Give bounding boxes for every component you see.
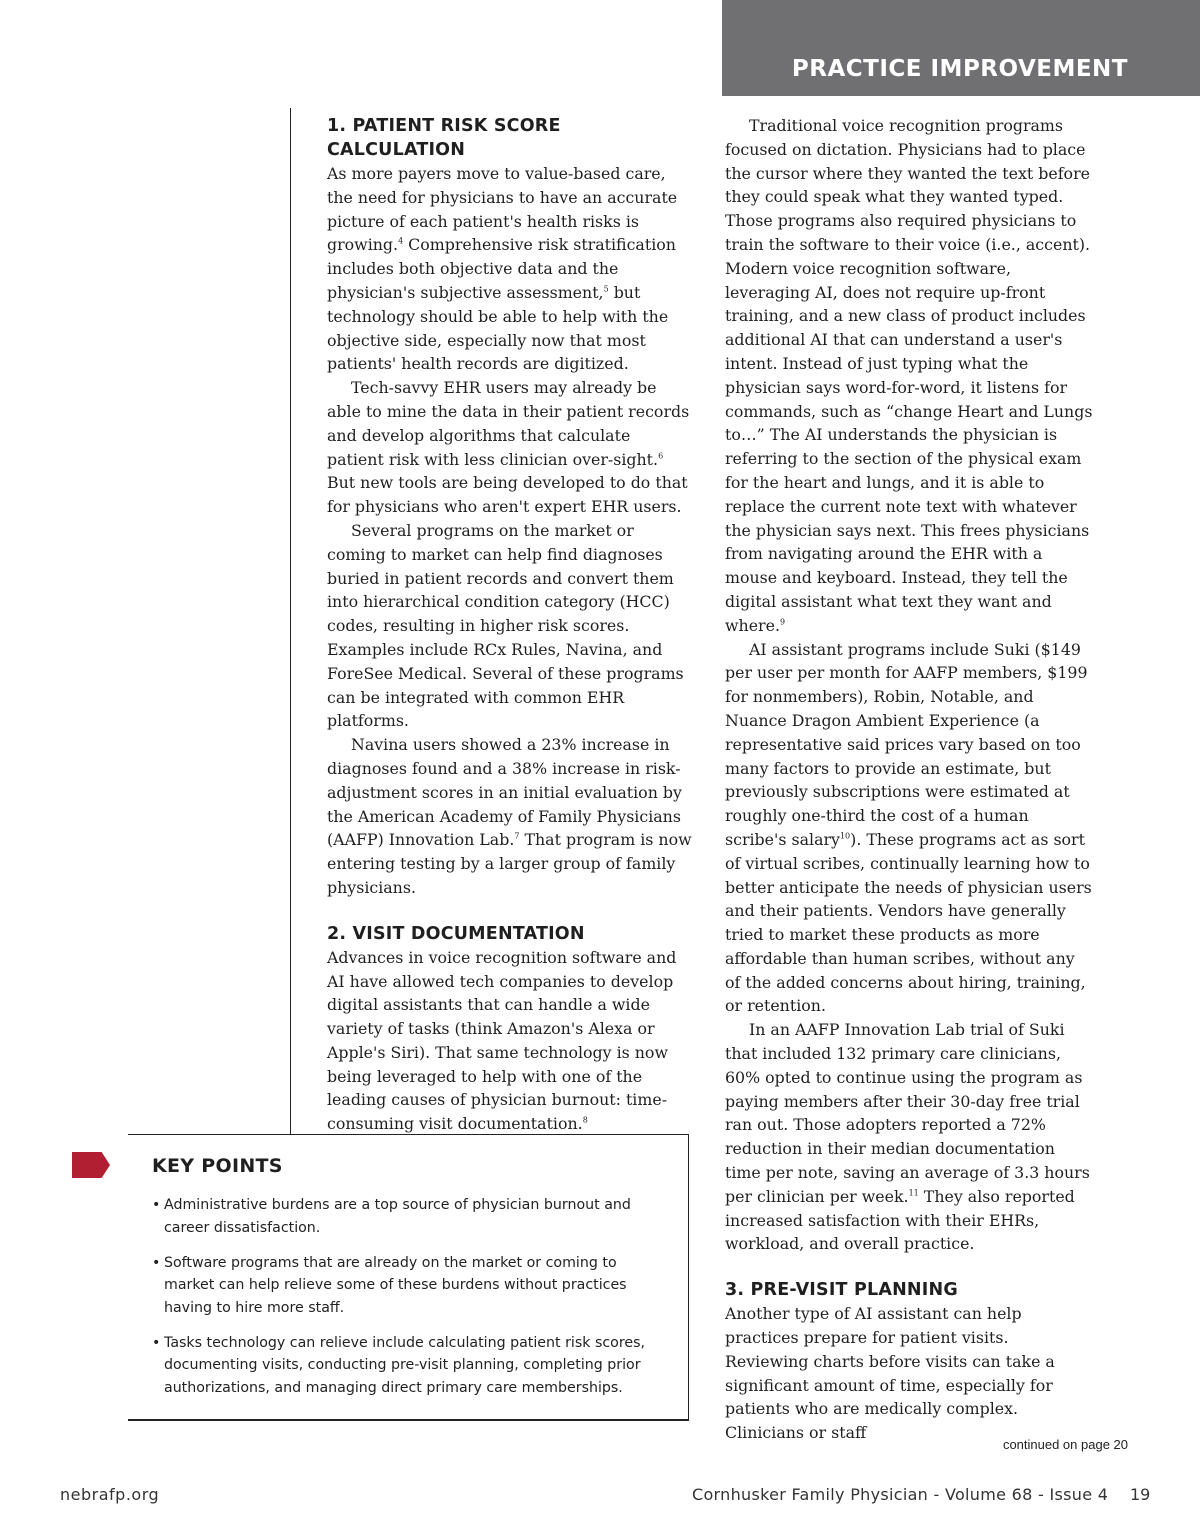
heading-pre-visit-planning: 3. PRE-VISIT PLANNING [725,1280,958,1301]
paragraph: As more payers move to value-based care, the need for physicians to have an accurate picture of each patient's health risks is growing.$^4$ Comprehensive risk stratification includes both objective data and the physician's subjective assessment,$^5$ but technology should be able to help with the objective side, especially now that most patients' health records are digitized. [327,164,678,374]
footnote-ref: 4 [398,237,404,247]
page-number: 19 [1130,1485,1151,1504]
key-points-title: KEY POINTS [152,1155,283,1177]
footnote-ref: 11 [908,1188,919,1198]
continued-note: continued on page 20 [1002,1437,1128,1452]
footnote-ref: 5 [603,284,609,294]
footnote-ref: 8 [582,1116,588,1126]
paragraph: Several programs on the market or coming to market can help find diagnoses buried in patient records and convert them into hierarchical condition category (HCC) codes, resulting in higher risk scores. Examples include RCx Rules, Navina, and ForeSee Medical. Several of these programs can be integrated with common EHR platforms. [327,520,684,731]
footer-publication: Cornhusker Family Physician - Volume 68 - Issue 4 [692,1485,1109,1504]
paragraph: In an AAFP Innovation Lab trial of Suki that included 132 primary care clinicians, 60% opted to continue using the program as paying members after their 30-day free trial ran out. Those adopters reported a 72% reduction in their median documentation time per note, saving an average of 3.3 hours per clinician per week.$^{11}$ They also reported increased satisfaction with their EHRs, workload, and overall practice. [725,1020,1090,1254]
key-point-item: • Software programs that are already on the market or coming to market can help relieve some of these burdens without practices having to hire more staff. [152,1252,667,1320]
footnote-ref: 6 [658,451,664,461]
footnote-ref: 10 [839,831,851,841]
key-point-item: • Tasks technology can relieve include calculating patient risk scores, documenting visits, conducting pre-visit planning, completing prior authorizations, and managing direct primary care memberships. [152,1332,667,1400]
article-column-right [725,114,1093,1445]
arrow-marker-icon [72,1152,110,1178]
paragraph: Advances in voice recognition software and AI have allowed tech companies to develop digital assistants that can handle a wide variety of tasks (think Amazon's Alexa or Apple's Siri). That same technology is now being leveraged to help with one of the leading causes of physician burnout: time-consuming visit documentation.$^8$ [327,947,677,1134]
bullet-icon: • [152,1254,161,1271]
footnote-ref: 9 [779,617,786,627]
footer-website: nebrafp.org [60,1485,160,1504]
paragraph: Traditional voice recognition programs focused on dictation. Physicians had to place the cursor where they wanted the text before they could speak what they wanted typed. Those programs also required physicians to train the software to their voice (i.e., accent). Modern voice recognition software, leveraging AI, does not require up-front training, and a new class of product includes additional AI that can understand a user's intent. Instead of just typing what the physician says word-for-word, it listens for commands, such as “change Heart and Lungs to…” The AI understands the physician is referring to the section of the physical exam for the heart and lungs, and it is able to replace the current note text with whatever the physician says next. This frees physicians from navigating around the EHR with a mouse and keyboard. Instead, they tell the digital assistant what text they want and where.$^9$ [725,116,1093,635]
paragraph: Tech-savvy EHR users may already be able to mine the data in their patient records and develop algorithms that calculate patient risk with less clinician over-sight.$^6$ But new tools are being developed to do that for physicians who aren't expert EHR users. [327,378,690,517]
paragraph: Navina users showed a 23% increase in diagnoses found and a 38% increase in risk-adjustment scores in an initial evaluation by the American Academy of Family Physicians (AAFP) Innovation Lab.$^7$ That program is now entering testing by a larger group of family physicians. [327,735,692,897]
bullet-icon: • [152,1197,161,1213]
section-title: PRACTICE IMPROVEMENT [791,56,1128,82]
paragraph: AI assistant programs include Suki ($149 per user per month for AAFP members, $199 for nonmembers), Robin, Notable, and Nuance Dragon Ambient Experience (a representative said prices vary based on too many factors to provide an estimate, but previously subscriptions were estimated at roughly one-third the cost of a human scribe's salary$^{10}$). These programs act as sort of virtual scribes, continually learning how to better anticipate the needs of physician users and their patients. Vendors have generally tried to market these products as more affordable than human scribes, without any of the added concerns about hiring, training, or retention. [725,639,1092,1016]
article-column-left [327,114,692,1136]
column-divider [290,108,291,1136]
heading-visit-documentation: 2. VISIT DOCUMENTATION [327,923,585,944]
key-points-list [152,1194,667,1412]
footnote-ref: 7 [514,832,520,842]
key-point-item: • Administrative burdens are a top source of physician burnout and career dissatisfaction. [152,1194,667,1239]
heading-risk-score: 1. PATIENT RISK SCORE CALCULATION [327,116,561,160]
paragraph: Another type of AI assistant can help practices prepare for patient visits. Reviewing charts before visits can take a significant amount of time, especially for patients who are medically complex. Clinicians or staff [725,1304,1055,1443]
section-banner [722,0,1200,96]
bullet-icon: • [152,1334,161,1351]
